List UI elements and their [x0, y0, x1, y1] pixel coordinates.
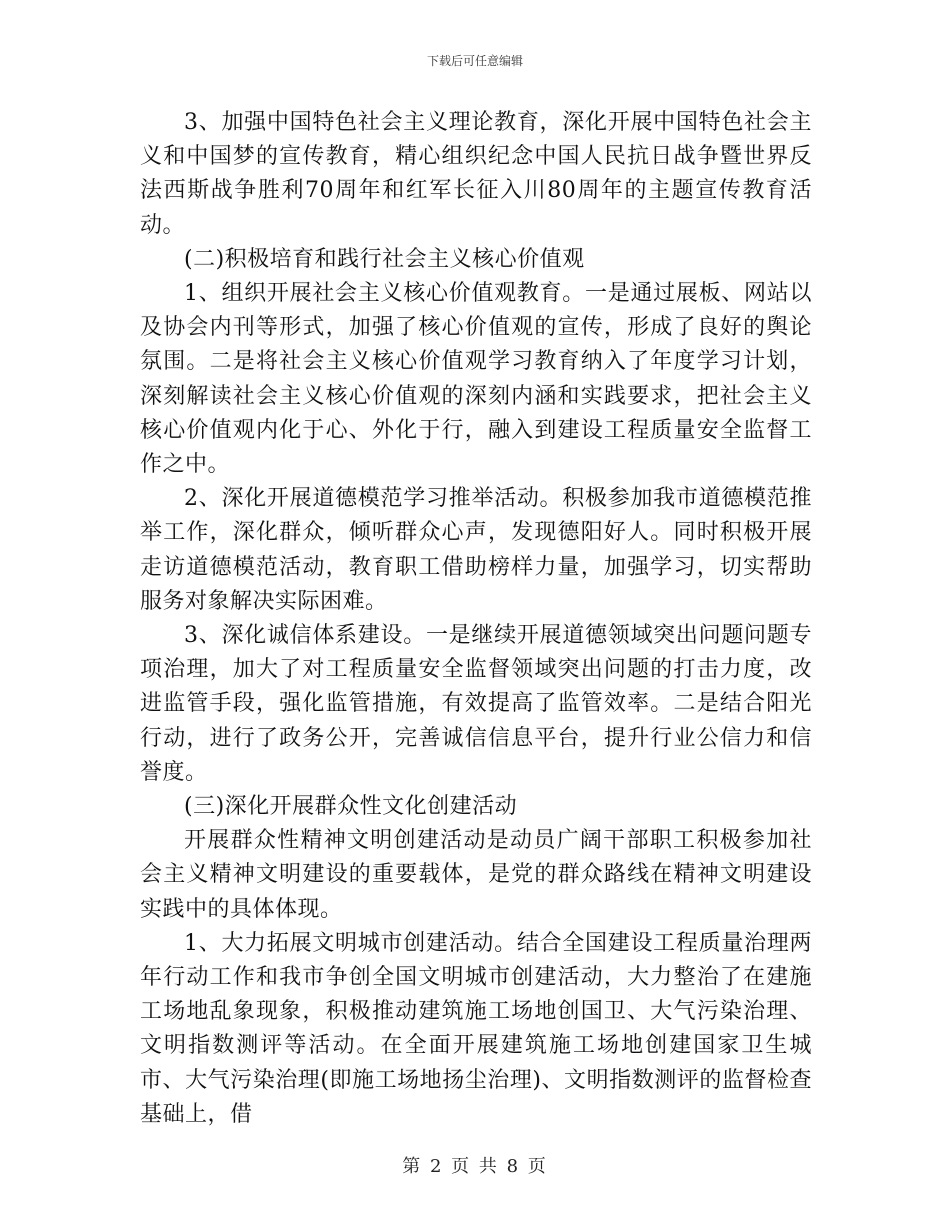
paragraph-5: 开展群众性精神文明创建活动是动员广阔干部职工积极参加社会主义精神文明建设的重要载体，是党的群众路线在精神文明建设实践中的具体体现。 [140, 828, 812, 922]
section-heading-3: (三)深化开展群众性文化创建活动 [184, 794, 518, 820]
page-number: 第 2 页 共 8 页 [402, 1156, 548, 1177]
paragraph-3: 2、深化开展道德模范学习推举活动。积极参加我市道德模范推举工作，深化群众，倾听群众心声，发现德阳好人。同时积极开展走访道德模范活动，教育职工借助榜样力量，加强学习，切实帮助服务对象解决实际困难。 [140, 486, 812, 614]
paragraph-2: 1、组织开展社会主义核心价值观教育。一是通过展板、网站以及协会内刊等形式，加强了核心价值观的宣传，形成了良好的舆论氛围。二是将社会主义核心价值观学习教育纳入了年度学习计划，深刻解读社会主义核心价值观的深刻内涵和实践要求，把社会主义核心价值观内化于心、外化于行，融入到建设工程质量安全监督工作之中。 [140, 281, 812, 478]
document-body [140, 106, 812, 1132]
paragraph-6: 1、大力拓展文明城市创建活动。结合全国建设工程质量治理两年行动工作和我市争创全国文明城市创建活动，大力整治了在建施工场地乱象现象，积极推动建筑施工场地创国卫、大气污染治理、文明指数测评等活动。在全面开展建筑施工场地创建国家卫生城市、大气污染治理(即施工场地扬尘治理)、文明指数测评的监督检查基础上，借 [140, 930, 812, 1127]
paragraph-1: 3、加强中国特色社会主义理论教育，深化开展中国特色社会主义和中国梦的宣传教育，精心组织纪念中国人民抗日战争暨世界反法西斯战争胜利70周年和红军长征入川80周年的主题宣传教育活动。 [140, 110, 812, 238]
section-heading-2: (二)积极培育和践行社会主义核心价值观 [184, 246, 585, 272]
page-header: 下载后可任意编辑 [426, 54, 523, 68]
paragraph-4: 3、深化诚信体系建设。一是继续开展道德领域突出问题问题专项治理，加大了对工程质量安全监督领域突出问题的打击力度，改进监管手段，强化监管措施，有效提高了监管效率。二是结合阳光行动，进行了政务公开，完善诚信信息平台，提升行业公信力和信誉度。 [140, 623, 812, 785]
